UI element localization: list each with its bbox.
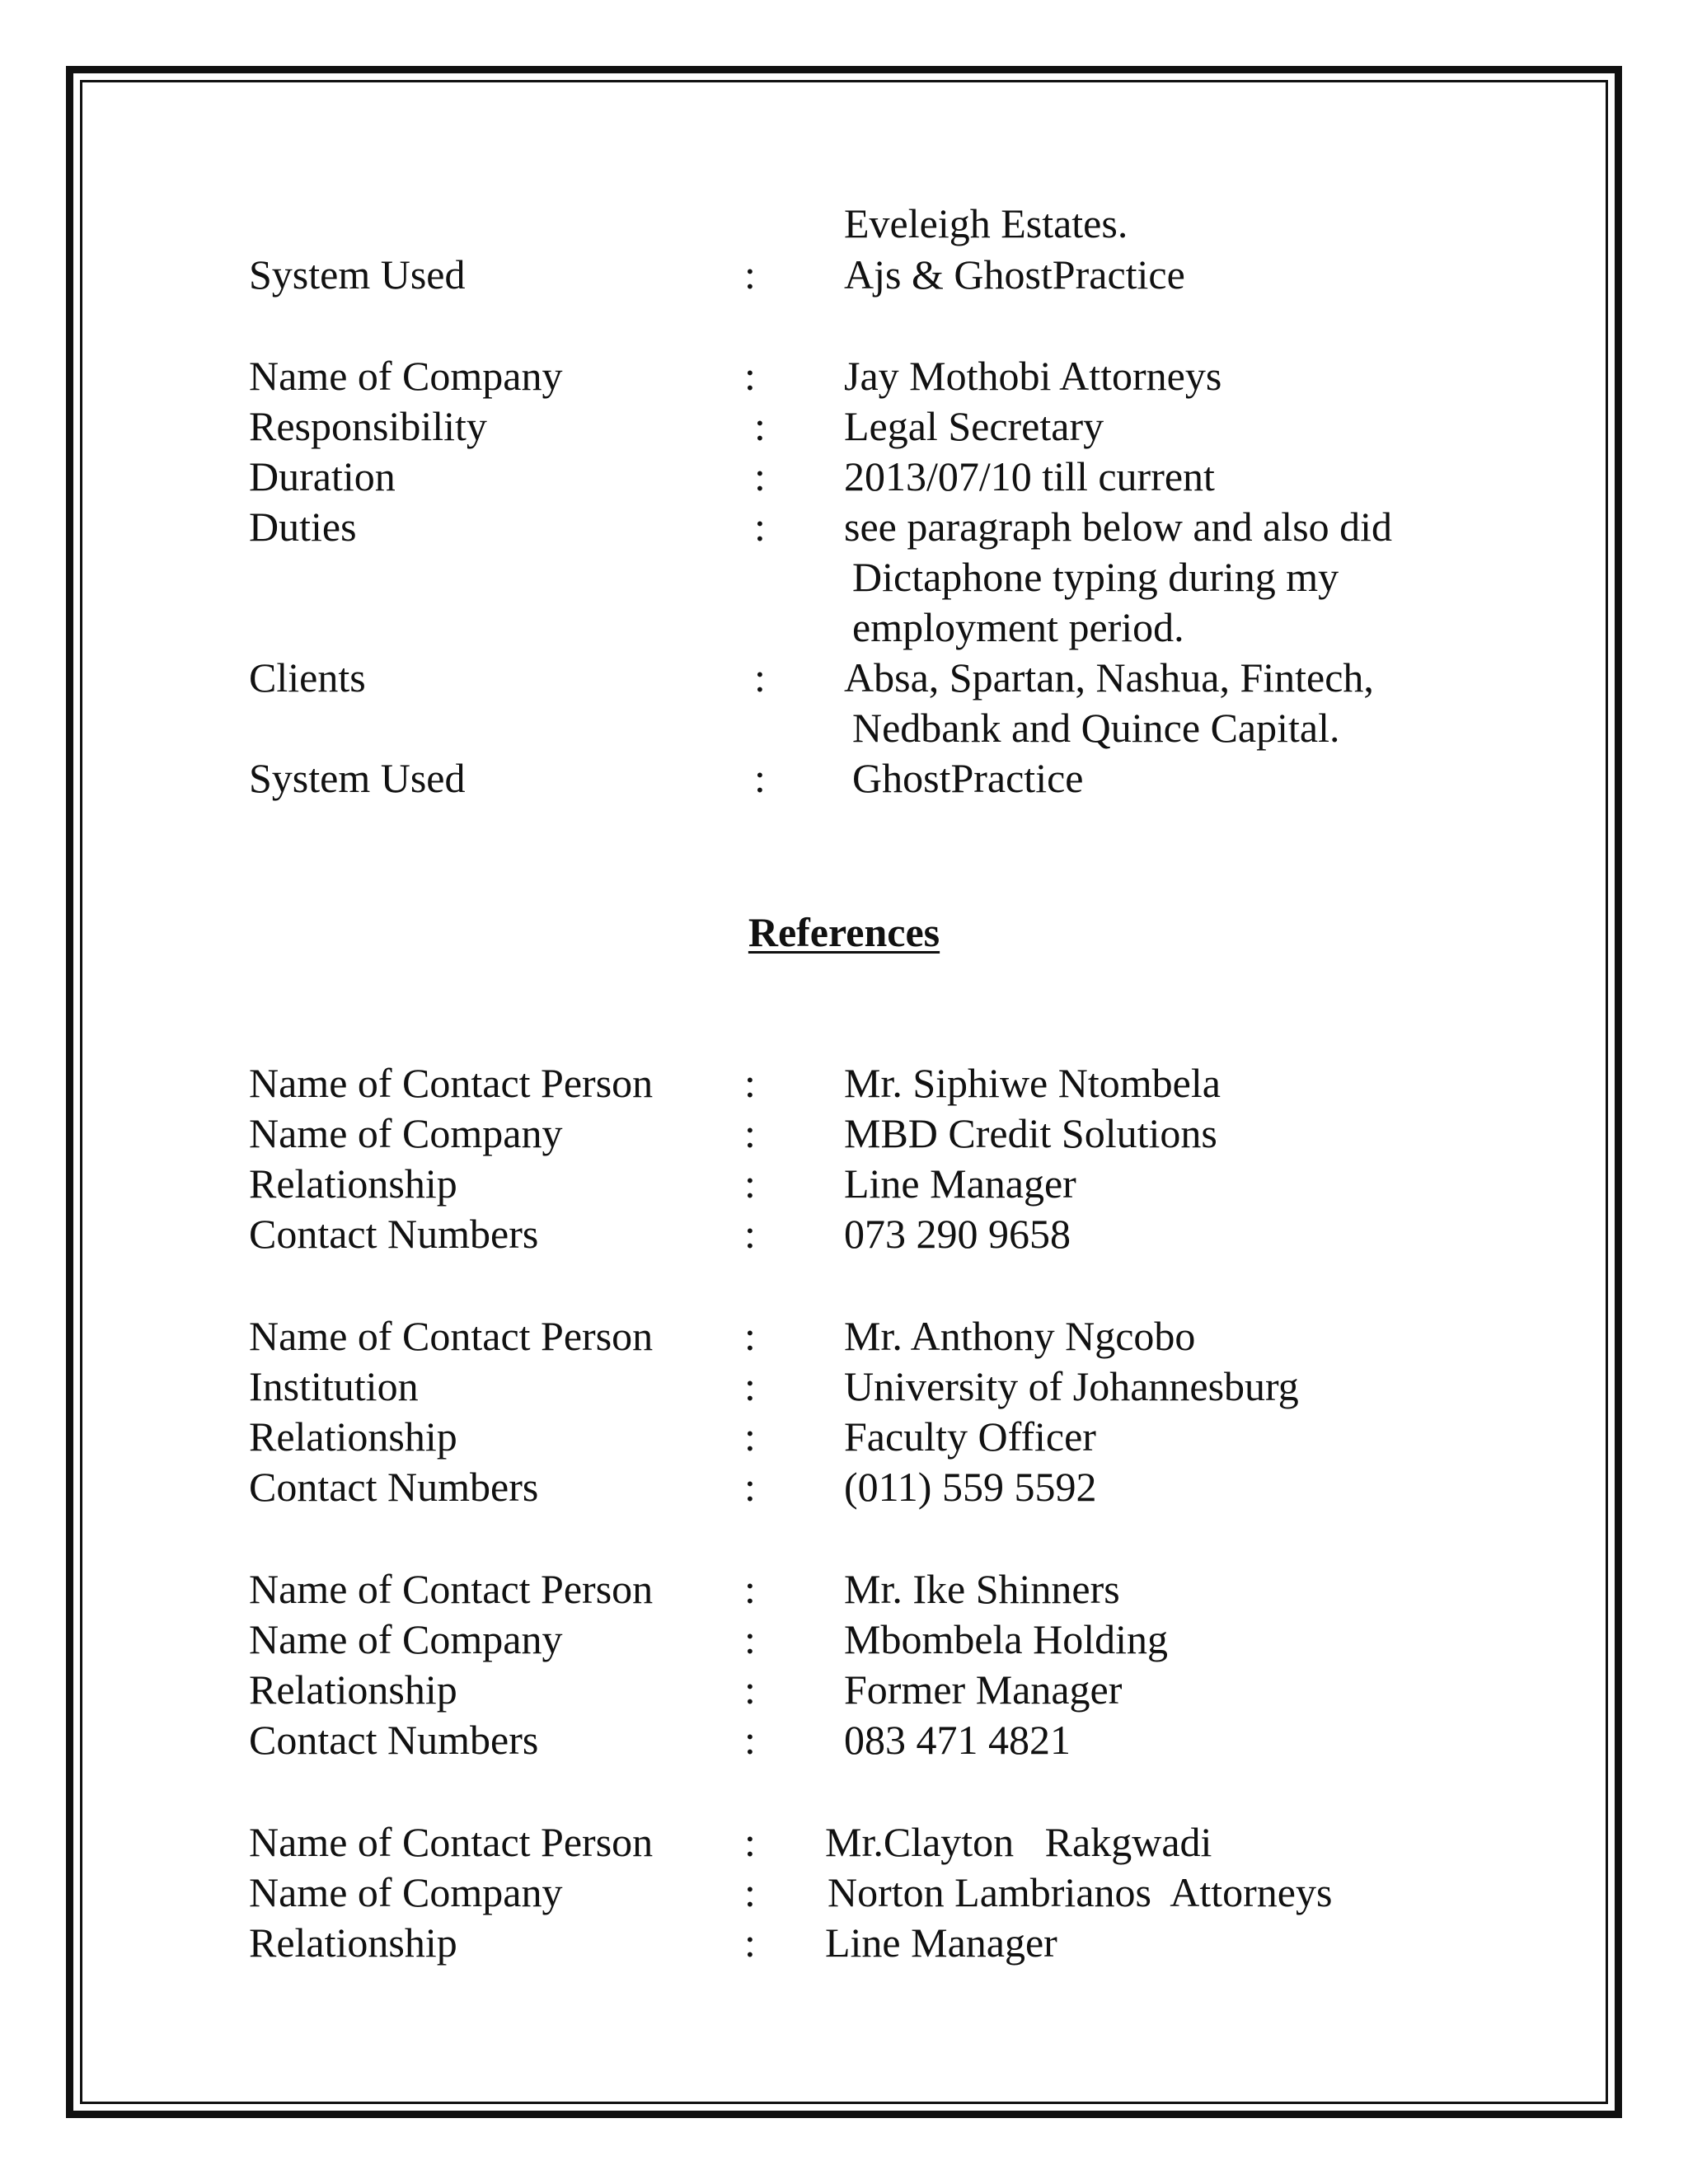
field-value: University of Johannesburg [844, 1363, 1299, 1409]
ref-2-institution-row [0, 1361, 1688, 1412]
job-duties-row-cont [0, 602, 1688, 653]
field-separator: : [744, 1566, 756, 1612]
ref-1-relationship-row [0, 1158, 1688, 1209]
field-separator: : [754, 755, 766, 801]
field-value: Mr. Anthony Ngcobo [844, 1313, 1196, 1359]
ref-4-company-row [0, 1867, 1688, 1918]
ref-1-company-row [0, 1108, 1688, 1159]
field-value: 073 290 9658 [844, 1211, 1071, 1257]
field-value: 083 471 4821 [844, 1717, 1071, 1763]
field-value: Ajs & GhostPractice [844, 251, 1185, 298]
field-separator: : [744, 1616, 756, 1662]
ref-3-relationship-row [0, 1664, 1688, 1715]
field-separator: : [744, 353, 756, 399]
job-clients-row [0, 652, 1688, 703]
field-label: Duration [249, 453, 396, 499]
field-separator: : [754, 403, 766, 449]
ref-3-company-row [0, 1614, 1688, 1665]
field-value: Faculty Officer [844, 1413, 1096, 1460]
field-label: Responsibility [249, 403, 487, 449]
references-heading [0, 907, 1688, 958]
ref-4-relationship-row [0, 1917, 1688, 1968]
field-separator: : [744, 1413, 756, 1460]
job-company-row [0, 350, 1688, 401]
job-clients-row-cont [0, 702, 1688, 753]
references-heading-text: References [748, 909, 940, 955]
field-label: Name of Company [249, 1869, 563, 1915]
field-label: System Used [249, 251, 466, 298]
field-separator: : [744, 1060, 756, 1106]
ref-4-contact-row [0, 1816, 1688, 1868]
field-separator: : [744, 1819, 756, 1865]
field-label: Name of Contact Person [249, 1566, 654, 1612]
field-label: Contact Numbers [249, 1717, 539, 1763]
field-value: Jay Mothobi Attorneys [844, 353, 1222, 399]
field-value: Mr.Clayton Rakgwadi [825, 1819, 1212, 1865]
field-label: Name of Company [249, 1110, 563, 1156]
field-value: MBD Credit Solutions [844, 1110, 1217, 1156]
field-value: Legal Secretary [844, 403, 1104, 449]
field-value: Nedbank and Quince Capital. [852, 705, 1340, 751]
field-label: Name of Company [249, 353, 563, 399]
ref-3-contact-row [0, 1563, 1688, 1615]
field-label: Name of Company [249, 1616, 563, 1662]
field-separator: : [744, 1211, 756, 1257]
field-value: Mr. Ike Shinners [844, 1566, 1120, 1612]
field-label: Duties [249, 504, 357, 550]
field-value: Mr. Siphiwe Ntombela [844, 1060, 1221, 1106]
system-used-row [0, 249, 1688, 300]
ref-2-numbers-row [0, 1461, 1688, 1512]
ref-1-contact-row [0, 1057, 1688, 1108]
field-separator: : [744, 251, 756, 298]
field-label: Clients [249, 654, 366, 701]
field-separator: : [754, 453, 766, 499]
field-separator: : [744, 1717, 756, 1763]
field-separator: : [744, 1363, 756, 1409]
continuation-row [0, 198, 1688, 249]
field-label: Name of Contact Person [249, 1819, 654, 1865]
ref-2-contact-row [0, 1310, 1688, 1361]
field-value: Line Manager [825, 1919, 1057, 1966]
field-label: Relationship [249, 1919, 457, 1966]
field-separator: : [744, 1869, 756, 1915]
field-separator: : [744, 1666, 756, 1713]
job-system-row [0, 752, 1688, 804]
ref-2-relationship-row [0, 1411, 1688, 1462]
field-value: see paragraph below and also did [844, 504, 1393, 550]
ref-1-numbers-row [0, 1208, 1688, 1259]
job-duties-row-cont [0, 551, 1688, 602]
ref-3-numbers-row [0, 1714, 1688, 1765]
field-separator: : [744, 1919, 756, 1966]
field-label: Relationship [249, 1413, 457, 1460]
field-value: employment period. [852, 604, 1184, 650]
field-value: Norton Lambrianos Attorneys [828, 1869, 1333, 1915]
field-value: Mbombela Holding [844, 1616, 1169, 1662]
field-label: Name of Contact Person [249, 1060, 654, 1106]
continuation-text: Eveleigh Estates. [844, 200, 1128, 246]
field-separator: : [744, 1160, 756, 1207]
field-label: Contact Numbers [249, 1211, 539, 1257]
field-separator: : [744, 1464, 756, 1510]
field-value: (011) 559 5592 [844, 1464, 1097, 1510]
field-value: GhostPractice [852, 755, 1084, 801]
job-duration-row [0, 451, 1688, 502]
job-responsibility-row [0, 401, 1688, 452]
field-value: Dictaphone typing during my [852, 554, 1339, 600]
job-duties-row [0, 501, 1688, 552]
field-separator: : [744, 1313, 756, 1359]
field-value: Absa, Spartan, Nashua, Fintech, [844, 654, 1374, 701]
field-value: 2013/07/10 till current [844, 453, 1215, 499]
field-separator: : [754, 504, 766, 550]
field-label: Relationship [249, 1160, 457, 1207]
field-value: Former Manager [844, 1666, 1123, 1713]
field-value: Line Manager [844, 1160, 1076, 1207]
field-label: Name of Contact Person [249, 1313, 654, 1359]
field-separator: : [754, 654, 766, 701]
field-label: Institution [249, 1363, 419, 1409]
field-label: Relationship [249, 1666, 457, 1713]
field-separator: : [744, 1110, 756, 1156]
field-label: Contact Numbers [249, 1464, 539, 1510]
field-label: System Used [249, 755, 466, 801]
